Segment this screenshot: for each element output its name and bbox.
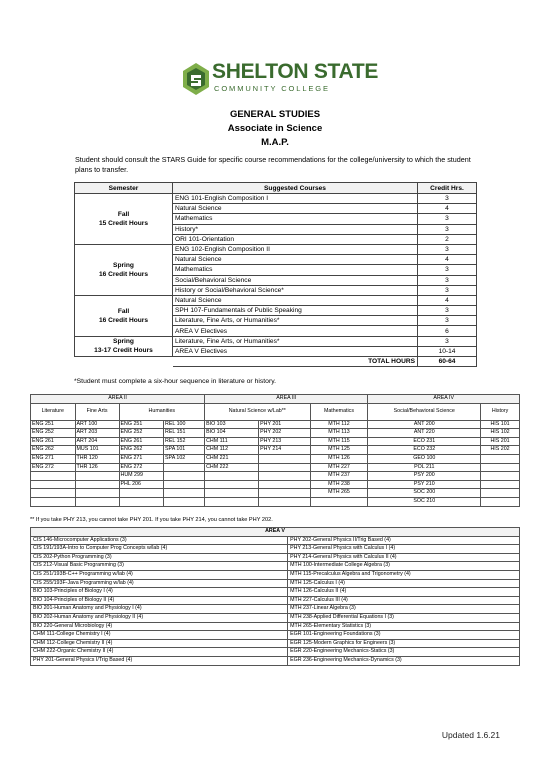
credit-cell: 6 bbox=[418, 326, 477, 336]
area-cell: PHY 214 bbox=[259, 446, 310, 455]
area-cell bbox=[481, 463, 520, 472]
area-v-course: MTH 100-Intermediate College Algebra (3) bbox=[288, 562, 520, 571]
semester-name: Fall bbox=[117, 307, 130, 315]
area-cell: ENG 251 bbox=[31, 420, 76, 429]
map-label: M.A.P. bbox=[261, 137, 289, 148]
area-cell: MTH 113 bbox=[310, 429, 368, 438]
area-v-row bbox=[31, 553, 520, 562]
area-cell bbox=[205, 472, 259, 481]
course-cell: Literature, Fine Arts, or Humanities* bbox=[173, 316, 418, 326]
credit-cell: 3 bbox=[418, 285, 477, 295]
credit-cell: 3 bbox=[418, 214, 477, 224]
area-row bbox=[31, 437, 520, 446]
area-cell bbox=[259, 497, 310, 506]
area-v-course: MTH 115-Precalculus Algebra and Trigonometry (4) bbox=[288, 570, 520, 579]
area-v-course: CHM 112-College Chemistry II (4) bbox=[31, 639, 288, 648]
area-cell bbox=[164, 472, 205, 481]
map-row bbox=[75, 194, 477, 204]
area-row bbox=[31, 429, 520, 438]
credit-cell: 2 bbox=[418, 234, 477, 244]
area-cell: PSY 200 bbox=[368, 472, 481, 481]
area-cell: MTH 126 bbox=[310, 454, 368, 463]
course-cell: Natural Science bbox=[173, 255, 418, 265]
area-cell: REL 152 bbox=[164, 437, 205, 446]
credit-cell: 3 bbox=[418, 275, 477, 285]
area-v-course: CIS 191/193A-Intro to Computer Prog Concepts w/lab (4) bbox=[31, 545, 288, 554]
area-cell: MTH 238 bbox=[310, 480, 368, 489]
area-cell: ENG 261 bbox=[119, 437, 164, 446]
course-cell: ORI 101-Orientation bbox=[173, 234, 418, 244]
area-cell bbox=[481, 454, 520, 463]
area-cell: HUM 299 bbox=[119, 472, 164, 481]
area-v-row bbox=[31, 570, 520, 579]
area-cell: PHY 201 bbox=[259, 420, 310, 429]
area-cell: MTH 227 bbox=[310, 463, 368, 472]
area-cell: HIS 201 bbox=[481, 437, 520, 446]
area-v-course: MTH 237-Linear Algebra (3) bbox=[288, 605, 520, 614]
area-v-course: BIO 104-Principles of Biology II (4) bbox=[31, 596, 288, 605]
credit-cell: 10-14 bbox=[418, 346, 477, 356]
area-v-row bbox=[31, 613, 520, 622]
area-v-course: MTH 125-Calculus I (4) bbox=[288, 579, 520, 588]
area-cell: SOC 200 bbox=[368, 489, 481, 498]
area-cell: BIO 104 bbox=[205, 429, 259, 438]
area-row bbox=[31, 420, 520, 429]
area-v-course: EGR 236-Engineering Mechanics-Dynamics (3) bbox=[288, 656, 520, 665]
area-cell: ENG 252 bbox=[31, 429, 76, 438]
area-cell bbox=[205, 480, 259, 489]
area-cell: REL 151 bbox=[164, 429, 205, 438]
area-cell: THR 126 bbox=[75, 463, 119, 472]
area-row bbox=[31, 454, 520, 463]
course-cell: Mathematics bbox=[173, 214, 418, 224]
area-v-course: CIS 212-Visual Basic Programming (3) bbox=[31, 562, 288, 571]
credit-cell: 3 bbox=[418, 194, 477, 204]
area-cell: ENG 262 bbox=[119, 446, 164, 455]
area-v-row bbox=[31, 536, 520, 545]
area-column-header: Humanities bbox=[119, 403, 205, 420]
area-row bbox=[31, 489, 520, 498]
area-cell: ENG 271 bbox=[119, 454, 164, 463]
course-cell: Social/Behavioral Science bbox=[173, 275, 418, 285]
area-cell: BIO 103 bbox=[205, 420, 259, 429]
area-row bbox=[31, 497, 520, 506]
area-cell: SPA 101 bbox=[164, 446, 205, 455]
area-cell bbox=[75, 472, 119, 481]
area-cell bbox=[31, 480, 76, 489]
area-column-header: Mathematics bbox=[310, 403, 368, 420]
area-cell bbox=[164, 480, 205, 489]
credit-cell: 3 bbox=[418, 306, 477, 316]
area-cell bbox=[205, 489, 259, 498]
semester-cell bbox=[75, 295, 173, 336]
course-cell: History* bbox=[173, 224, 418, 234]
map-header-cell: Semester bbox=[75, 183, 173, 194]
area-column-header: Literature bbox=[31, 403, 76, 420]
area-v-row bbox=[31, 639, 520, 648]
course-cell: SPH 107-Fundamentals of Public Speaking bbox=[173, 306, 418, 316]
area-cell: ANT 220 bbox=[368, 429, 481, 438]
area-cell bbox=[259, 472, 310, 481]
area-column-header: Natural Science w/Lab** bbox=[205, 403, 310, 420]
area-cell: CHM 221 bbox=[205, 454, 259, 463]
logo-mark-icon bbox=[182, 62, 210, 96]
doc-subtitle: Associate in Science bbox=[227, 123, 323, 134]
area-cell: MTH 115 bbox=[310, 437, 368, 446]
area-cell: PSY 210 bbox=[368, 480, 481, 489]
total-label: TOTAL HOURS bbox=[173, 357, 418, 367]
area-v-row bbox=[31, 579, 520, 588]
area-v-header-row bbox=[31, 528, 520, 537]
area-v-course: BIO 220-General Microbiology (4) bbox=[31, 622, 288, 631]
area-v-row bbox=[31, 622, 520, 631]
area-cell bbox=[310, 497, 368, 506]
physics-note: ** If you take PHY 213, you cannot take PHY 201. If you take PHY 214, you cannot take PHY 202. bbox=[30, 517, 273, 523]
credit-cell: 3 bbox=[418, 336, 477, 346]
course-cell: Natural Science bbox=[173, 295, 418, 305]
area-column-header: Fine Arts bbox=[75, 403, 119, 420]
areas-column-row bbox=[31, 403, 520, 420]
area-cell bbox=[481, 480, 520, 489]
area-v-course: PHY 201-General Physics I/Trig Based (4) bbox=[31, 656, 288, 665]
area-v-table bbox=[30, 527, 520, 666]
area-row bbox=[31, 480, 520, 489]
semester-hours: 15 Credit Hours bbox=[98, 219, 149, 227]
area-cell bbox=[75, 480, 119, 489]
map-row bbox=[75, 244, 477, 254]
area-cell: THR 120 bbox=[75, 454, 119, 463]
area-cell bbox=[119, 497, 164, 506]
map-table bbox=[74, 182, 477, 367]
map-header-cell: Suggested Courses bbox=[173, 183, 418, 194]
intro-text: Student should consult the STARS Guide for specific course recommendations for the college/university to which the student plans to transfer. bbox=[75, 155, 471, 174]
area-cell: SPA 102 bbox=[164, 454, 205, 463]
area-v-course: CIS 202-Python Programming (3) bbox=[31, 553, 288, 562]
area-cell: ECO 231 bbox=[368, 437, 481, 446]
area-v-course: CIS 146-Microcomputer Applications (3) bbox=[31, 536, 288, 545]
area-v-course: EGR 125-Modern Graphics for Engineers (3) bbox=[288, 639, 520, 648]
area-v-course: CHM 222-Organic Chemistry II (4) bbox=[31, 648, 288, 657]
area-cell: MTH 265 bbox=[310, 489, 368, 498]
college-logo bbox=[182, 60, 379, 100]
area-v-row bbox=[31, 648, 520, 657]
area-cell bbox=[31, 489, 76, 498]
area-cell bbox=[164, 463, 205, 472]
area-cell: MUS 101 bbox=[75, 446, 119, 455]
area-cell bbox=[481, 497, 520, 506]
area-cell bbox=[205, 497, 259, 506]
semester-hours: 13-17 Credit Hours bbox=[94, 347, 153, 355]
area-cell: ANT 200 bbox=[368, 420, 481, 429]
credit-cell: 3 bbox=[418, 265, 477, 275]
area-cell: GEO 100 bbox=[368, 454, 481, 463]
semester-hours: 16 Credit Hours bbox=[98, 270, 149, 278]
course-cell: AREA V Electives bbox=[173, 326, 418, 336]
area-v-course: BIO 201-Human Anatomy and Physiology I (4) bbox=[31, 605, 288, 614]
semester-name: Fall bbox=[117, 210, 130, 218]
area-cell bbox=[481, 489, 520, 498]
total-row bbox=[75, 357, 477, 367]
area-cell bbox=[164, 489, 205, 498]
area-cell bbox=[259, 480, 310, 489]
area-cell: ART 100 bbox=[75, 420, 119, 429]
map-header-cell: Credit Hrs. bbox=[418, 183, 477, 194]
area-cell: ART 203 bbox=[75, 429, 119, 438]
logo-subtitle: COMMUNITY COLLEGE bbox=[214, 84, 330, 93]
course-cell: Literature, Fine Arts, or Humanities* bbox=[173, 336, 418, 346]
area-column-header: History bbox=[481, 403, 520, 420]
area-cell: MTH 112 bbox=[310, 420, 368, 429]
area-v-course: CIS 251/193B-C++ Programming w/lab (4) bbox=[31, 570, 288, 579]
area-cell: REL 100 bbox=[164, 420, 205, 429]
area-cell bbox=[164, 497, 205, 506]
area-group-header: AREA III bbox=[205, 395, 368, 404]
area-cell: MTH 125 bbox=[310, 446, 368, 455]
credit-cell: 4 bbox=[418, 295, 477, 305]
area-cell bbox=[75, 489, 119, 498]
area-cell bbox=[481, 472, 520, 481]
course-cell: AREA V Electives bbox=[173, 346, 418, 356]
area-cell bbox=[259, 489, 310, 498]
course-cell: Natural Science bbox=[173, 204, 418, 214]
area-v-course: PHY 202-General Physics II/Trig Based (4) bbox=[288, 536, 520, 545]
credit-cell: 4 bbox=[418, 255, 477, 265]
credit-cell: 4 bbox=[418, 204, 477, 214]
area-v-row bbox=[31, 596, 520, 605]
area-v-row bbox=[31, 545, 520, 554]
area-cell: ECO 232 bbox=[368, 446, 481, 455]
areas-body bbox=[31, 420, 520, 506]
area-cell: HIS 202 bbox=[481, 446, 520, 455]
area-cell: SOC 210 bbox=[368, 497, 481, 506]
area-cell: CHM 111 bbox=[205, 437, 259, 446]
area-cell: ENG 261 bbox=[31, 437, 76, 446]
credit-cell: 3 bbox=[418, 244, 477, 254]
area-cell bbox=[119, 489, 164, 498]
course-cell: ENG 101-English Composition I bbox=[173, 194, 418, 204]
area-cell: ENG 252 bbox=[119, 429, 164, 438]
course-cell: ENG 102-English Composition II bbox=[173, 244, 418, 254]
area-row bbox=[31, 446, 520, 455]
area-group-header: AREA IV bbox=[368, 395, 520, 404]
area-v-row bbox=[31, 631, 520, 640]
updated-date: Updated 1.6.21 bbox=[441, 730, 500, 740]
area-v-course: MTH 126-Calculus II (4) bbox=[288, 588, 520, 597]
area-v-course: MTH 265-Elementary Statistics (3) bbox=[288, 622, 520, 631]
area-v-body bbox=[31, 536, 520, 665]
area-cell: HIS 101 bbox=[481, 420, 520, 429]
semester-cell bbox=[75, 194, 173, 245]
area-cell: CHM 222 bbox=[205, 463, 259, 472]
semester-name: Spring bbox=[113, 261, 134, 269]
area-cell: ENG 251 bbox=[119, 420, 164, 429]
area-v-row bbox=[31, 656, 520, 665]
area-cell: ART 204 bbox=[75, 437, 119, 446]
area-group-header: AREA II bbox=[31, 395, 205, 404]
semester-hours: 16 Credit Hours bbox=[98, 316, 149, 324]
area-cell bbox=[259, 454, 310, 463]
map-row bbox=[75, 295, 477, 305]
area-v-course: BIO 103-Principles of Biology I (4) bbox=[31, 588, 288, 597]
area-v-course: BIO 202-Human Anatomy and Physiology II (4) bbox=[31, 613, 288, 622]
map-header-row bbox=[75, 183, 477, 194]
area-v-header: AREA V bbox=[31, 528, 520, 537]
area-cell: PHY 213 bbox=[259, 437, 310, 446]
course-cell: Mathematics bbox=[173, 265, 418, 275]
area-column-header: Social/Behavioral Science bbox=[368, 403, 481, 420]
areas-group-row bbox=[31, 395, 520, 404]
area-v-course: PHY 214-General Physics with Calculus II (4) bbox=[288, 553, 520, 562]
area-cell: ENG 272 bbox=[119, 463, 164, 472]
blank-cell bbox=[75, 357, 173, 367]
area-v-course: EGR 220-Engineering Mechanics-Statics (3) bbox=[288, 648, 520, 657]
area-row bbox=[31, 463, 520, 472]
credit-cell: 3 bbox=[418, 316, 477, 326]
map-body bbox=[75, 194, 477, 367]
semester-cell bbox=[75, 244, 173, 295]
area-row bbox=[31, 472, 520, 481]
area-cell bbox=[75, 497, 119, 506]
course-cell: History or Social/Behavioral Science* bbox=[173, 285, 418, 295]
area-cell: PHL 206 bbox=[119, 480, 164, 489]
area-cell: CHM 112 bbox=[205, 446, 259, 455]
logo-name: SHELTON STATE bbox=[212, 60, 379, 83]
area-v-row bbox=[31, 562, 520, 571]
credit-cell: 3 bbox=[418, 224, 477, 234]
area-v-course: MTH 238-Applied Differential Equations I (3) bbox=[288, 613, 520, 622]
semester-cell bbox=[75, 336, 173, 356]
area-v-row bbox=[31, 605, 520, 614]
area-cell bbox=[31, 497, 76, 506]
map-row bbox=[75, 336, 477, 346]
doc-title: GENERAL STUDIES bbox=[229, 109, 321, 120]
area-cell bbox=[259, 463, 310, 472]
sequence-note: *Student must complete a six-hour sequence in literature or history. bbox=[74, 378, 276, 385]
area-cell: POL 211 bbox=[368, 463, 481, 472]
area-v-course: PHY 213-General Physics with Calculus I (4) bbox=[288, 545, 520, 554]
area-cell bbox=[31, 472, 76, 481]
area-v-course: CIS 255/193F-Java Programming w/lab (4) bbox=[31, 579, 288, 588]
area-v-course: CHM 111-College Chemistry I (4) bbox=[31, 631, 288, 640]
total-value: 60-64 bbox=[418, 357, 477, 367]
area-cell: ENG 271 bbox=[31, 454, 76, 463]
area-v-course: EGR 101-Engineering Foundations (3) bbox=[288, 631, 520, 640]
semester-name: Spring bbox=[113, 338, 134, 346]
area-cell: MTH 237 bbox=[310, 472, 368, 481]
area-cell: ENG 272 bbox=[31, 463, 76, 472]
areas-table bbox=[30, 394, 520, 507]
area-v-row bbox=[31, 588, 520, 597]
area-cell: HIS 102 bbox=[481, 429, 520, 438]
area-cell: ENG 262 bbox=[31, 446, 76, 455]
area-cell: PHY 202 bbox=[259, 429, 310, 438]
area-v-course: MTH 227-Calculus III (4) bbox=[288, 596, 520, 605]
